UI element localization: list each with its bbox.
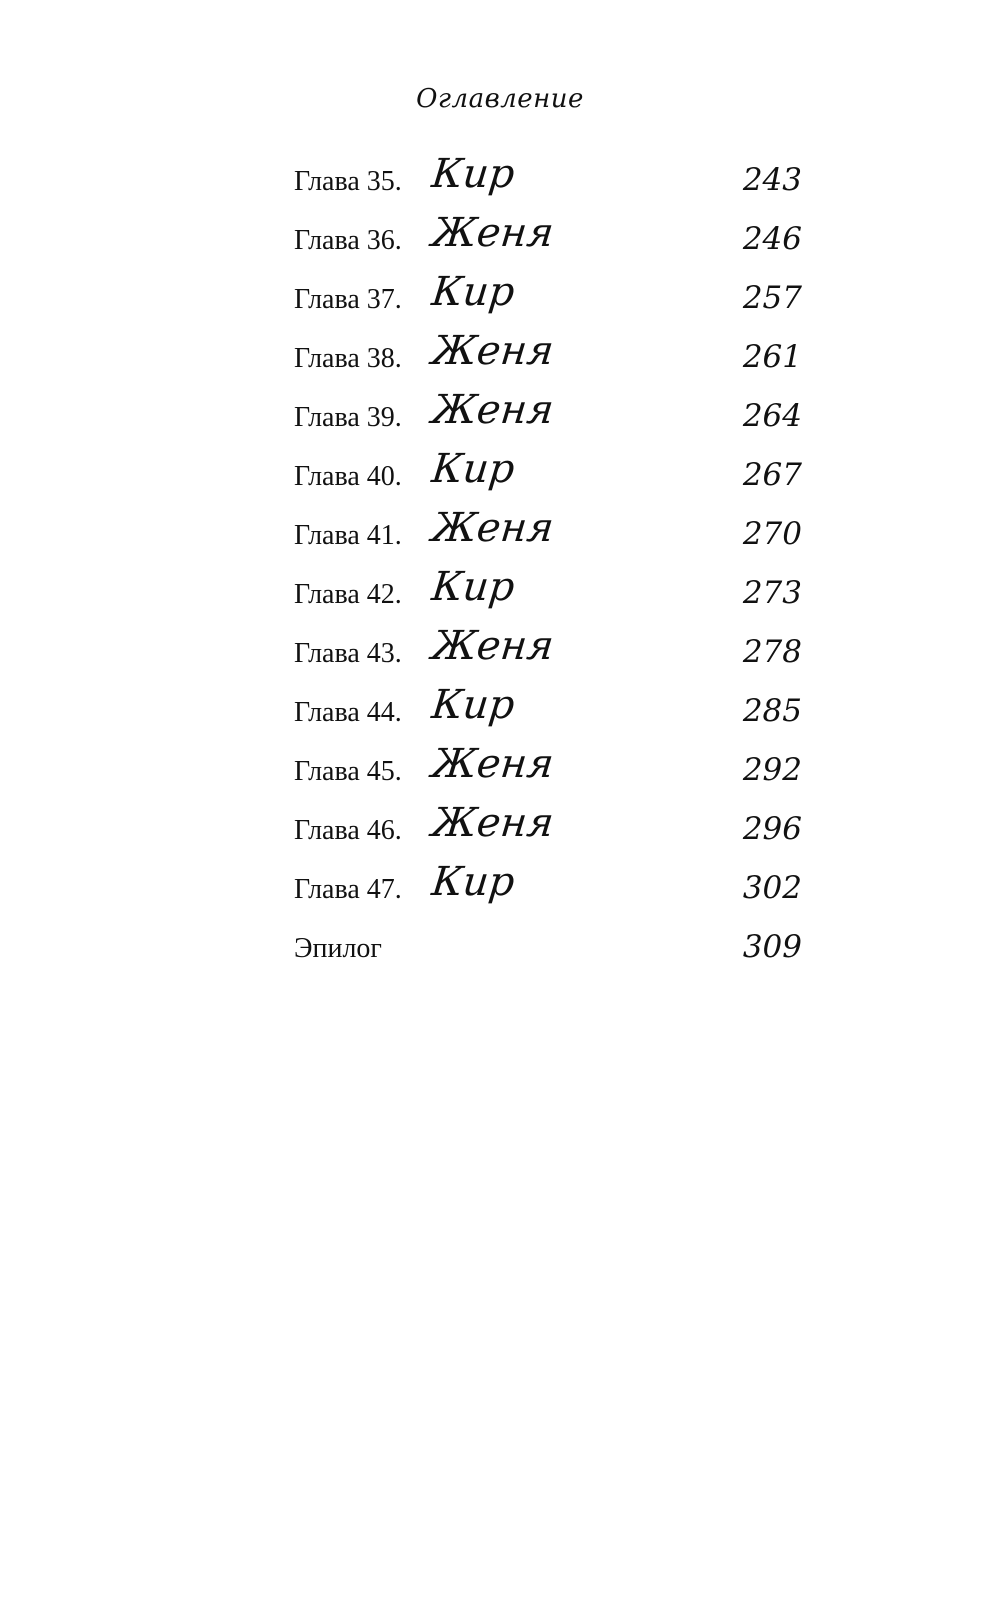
chapter-narrator: Кир	[429, 269, 517, 315]
page-number: 270	[742, 516, 802, 552]
toc-entry	[0, 853, 1000, 912]
chapter-label: Глава 35.	[294, 166, 402, 197]
page-number: 285	[742, 693, 802, 729]
page-number: 302	[742, 870, 802, 906]
page-number: 278	[742, 634, 802, 670]
page-number: 243	[742, 162, 802, 198]
chapter-narrator: Кир	[429, 682, 517, 728]
page-number: 257	[742, 280, 802, 316]
chapter-narrator: Женя	[429, 210, 556, 256]
chapter-label: Глава 47.	[294, 874, 402, 905]
chapter-label: Глава 41.	[294, 520, 402, 551]
chapter-label: Глава 44.	[294, 697, 402, 728]
chapter-narrator: Кир	[429, 446, 517, 492]
chapter-narrator: Кир	[429, 564, 517, 610]
page-number: 296	[742, 811, 802, 847]
page-number: 246	[742, 221, 802, 257]
chapter-narrator: Женя	[429, 800, 556, 846]
chapter-label: Глава 43.	[294, 638, 402, 669]
chapter-label: Глава 38.	[294, 343, 402, 374]
chapter-narrator: Женя	[429, 387, 556, 433]
toc-entry	[0, 204, 1000, 263]
toc-entry	[0, 440, 1000, 499]
page-number: 261	[742, 339, 802, 375]
page-number: 292	[742, 752, 802, 788]
chapter-narrator: Женя	[429, 623, 556, 669]
toc-entry	[0, 735, 1000, 794]
chapter-label: Глава 36.	[294, 225, 402, 256]
page-number: 309	[742, 929, 802, 965]
chapter-label: Глава 37.	[294, 284, 402, 315]
chapter-narrator: Женя	[429, 505, 556, 551]
toc-entry-epilogue	[0, 912, 1000, 971]
chapter-narrator: Женя	[429, 741, 556, 787]
toc-entry	[0, 145, 1000, 204]
toc-entry	[0, 322, 1000, 381]
chapter-label: Глава 45.	[294, 756, 402, 787]
toc-entry	[0, 381, 1000, 440]
toc-entry	[0, 558, 1000, 617]
chapter-label: Глава 40.	[294, 461, 402, 492]
page-header: Оглавление	[416, 84, 584, 114]
chapter-narrator: Кир	[429, 151, 517, 197]
toc-entry	[0, 676, 1000, 735]
page-number: 273	[742, 575, 802, 611]
page-number: 264	[742, 398, 802, 434]
toc-entry	[0, 499, 1000, 558]
toc-entry	[0, 263, 1000, 322]
toc-entry	[0, 794, 1000, 853]
toc-entry	[0, 617, 1000, 676]
chapter-label: Глава 39.	[294, 402, 402, 433]
chapter-label: Глава 46.	[294, 815, 402, 846]
chapter-narrator: Кир	[429, 859, 517, 905]
epilogue-label: Эпилог	[294, 933, 382, 964]
page-number: 267	[742, 457, 802, 493]
chapter-narrator: Женя	[429, 328, 556, 374]
chapter-label: Глава 42.	[294, 579, 402, 610]
